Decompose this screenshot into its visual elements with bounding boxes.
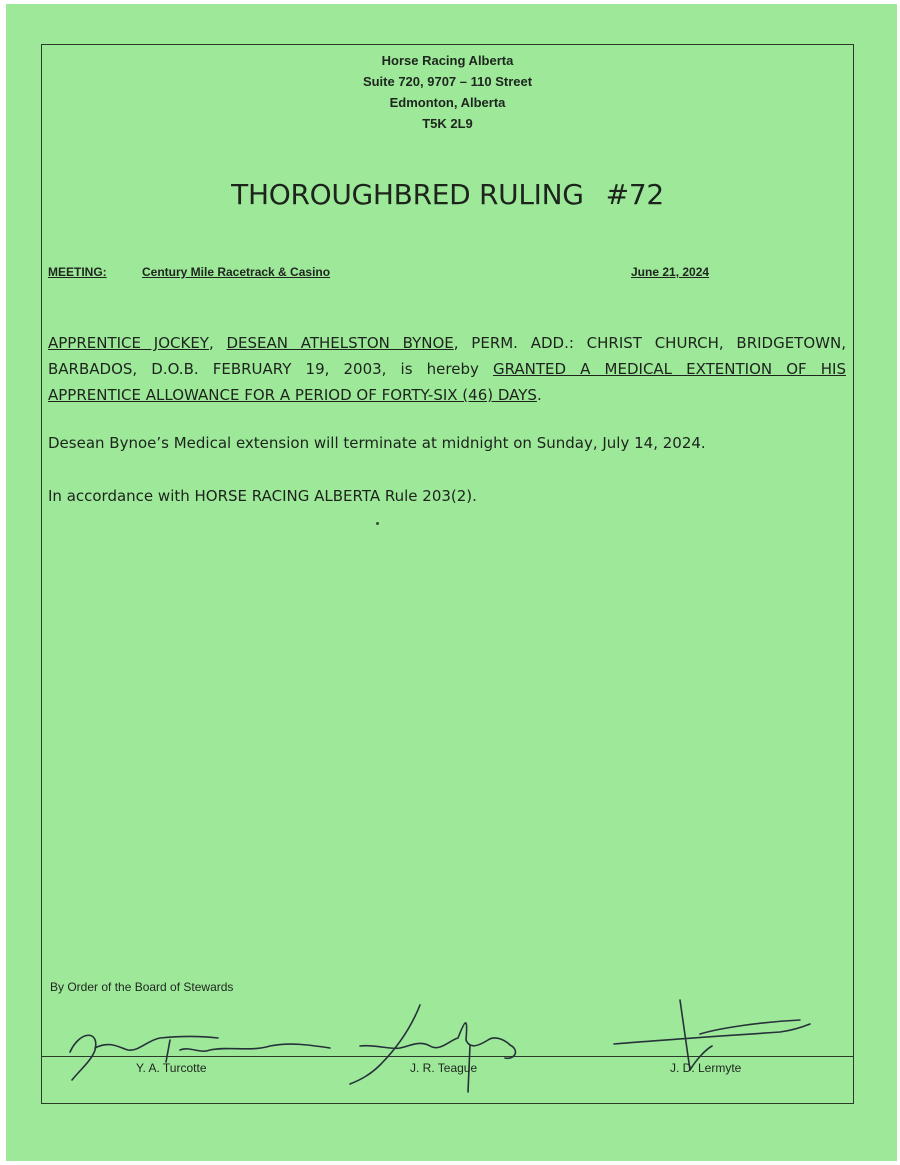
meeting-label: MEETING: — [48, 265, 107, 279]
steward-name-teague: J. R. Teague — [410, 1061, 478, 1075]
org-name: Horse Racing Alberta — [381, 53, 514, 68]
steward-name-turcotte: Y. A. Turcotte — [136, 1061, 207, 1075]
teague-signature — [350, 1005, 515, 1092]
period-end: . — [536, 386, 542, 404]
lermyte-signature — [614, 1000, 810, 1070]
role-text: APPRENTICE JOCKEY — [48, 334, 209, 352]
steward-name-lermyte: J. D. Lermyte — [670, 1061, 742, 1075]
rule-reference: In accordance with HORSE RACING ALBERTA Rule 203(2). — [48, 487, 477, 505]
address-line-1: Suite 720, 9707 – 110 Street — [362, 74, 533, 89]
ruling-line-1: APPRENTICE JOCKEY, DESEAN ATHELSTON BYNOE, PERM. ADD.: CHRIST CHURCH, BRIDGETOWN, — [48, 334, 846, 352]
termination-paragraph: Desean Bynoe’s Medical extension will terminate at midnight on Sunday, July 14, 2024. — [48, 434, 706, 452]
meeting-date: June 21, 2024 — [631, 265, 710, 279]
postal-code: T5K 2L9 — [422, 116, 473, 131]
jockey-name: DESEAN ATHELSTON BYNOE — [226, 334, 454, 352]
ruling-number: #72 — [605, 178, 664, 211]
address-text: , PERM. ADD.: CHRIST CHURCH, BRIDGETOWN, — [453, 334, 846, 352]
dob-text: BARBADOS, D.O.B. FEBRUARY 19, 2003, is hereby — [48, 360, 493, 378]
by-order-text: By Order of the Board of Stewards — [50, 980, 234, 994]
meeting-venue: Century Mile Racetrack & Casino — [142, 265, 331, 279]
granted-text: GRANTED A MEDICAL EXTENTION OF HIS — [492, 360, 846, 378]
address-line-2: Edmonton, Alberta — [389, 95, 506, 110]
allowance-text: APPRENTICE ALLOWANCE FOR A PERIOD OF FORTY-SIX (46) DAYS — [48, 386, 537, 404]
title-text: THOROUGHBRED RULING — [231, 178, 584, 211]
